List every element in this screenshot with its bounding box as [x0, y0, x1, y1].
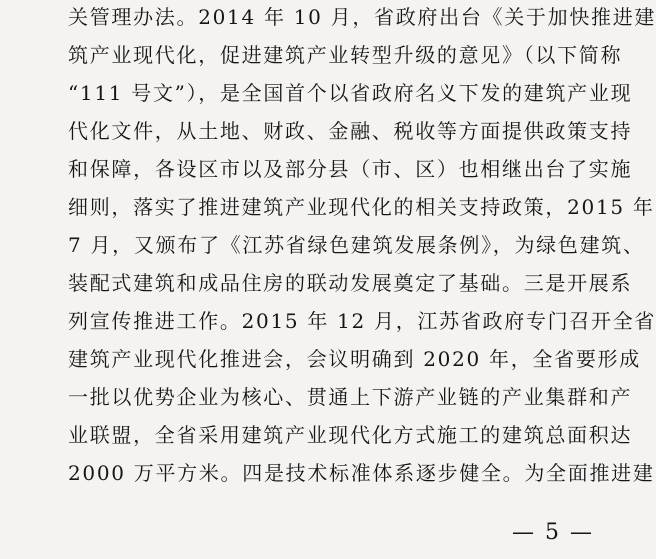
- body-text-line: “111 号文”），是全国首个以省政府名义下发的建筑产业现: [68, 81, 633, 105]
- body-text-line: 建筑产业现代化推进会，会议明确到 2020 年，全省要形成: [68, 347, 641, 371]
- body-text-line: 关管理办法。2014 年 10 月，省政府出台《关于加快推进建: [68, 5, 656, 29]
- body-text-line: 2000 万平方米。四是技术标准体系逐步健全。为全面推进建: [68, 461, 655, 485]
- body-text-line: 和保障，各设区市以及部分县（市、区）也相继出台了实施: [68, 157, 633, 181]
- body-text-line: 代化文件，从土地、财政、金融、税收等方面提供政策支持: [68, 119, 633, 143]
- body-text-line: 细则，落实了推进建筑产业现代化的相关支持政策，2015 年: [68, 195, 655, 219]
- body-text-line: 装配式建筑和成品住房的联动发展奠定了基础。三是开展系: [68, 271, 633, 295]
- body-text-line: 7 月，又颁布了《江苏省绿色建筑发展条例》，为绿色建筑、: [68, 233, 645, 257]
- body-text-line: 筑产业现代化，促进建筑产业转型升级的意见》（以下简称: [68, 43, 623, 67]
- body-text-line: 列宣传推进工作。2015 年 12 月，江苏省政府专门召开全省: [68, 309, 656, 333]
- body-text-line: 业联盟，全省采用建筑产业现代化方式施工的建筑总面积达: [68, 423, 633, 447]
- page-number: — 5 —: [512, 520, 594, 545]
- body-text-line: 一批以优势企业为核心、贯通上下游产业链的产业集群和产: [68, 385, 633, 409]
